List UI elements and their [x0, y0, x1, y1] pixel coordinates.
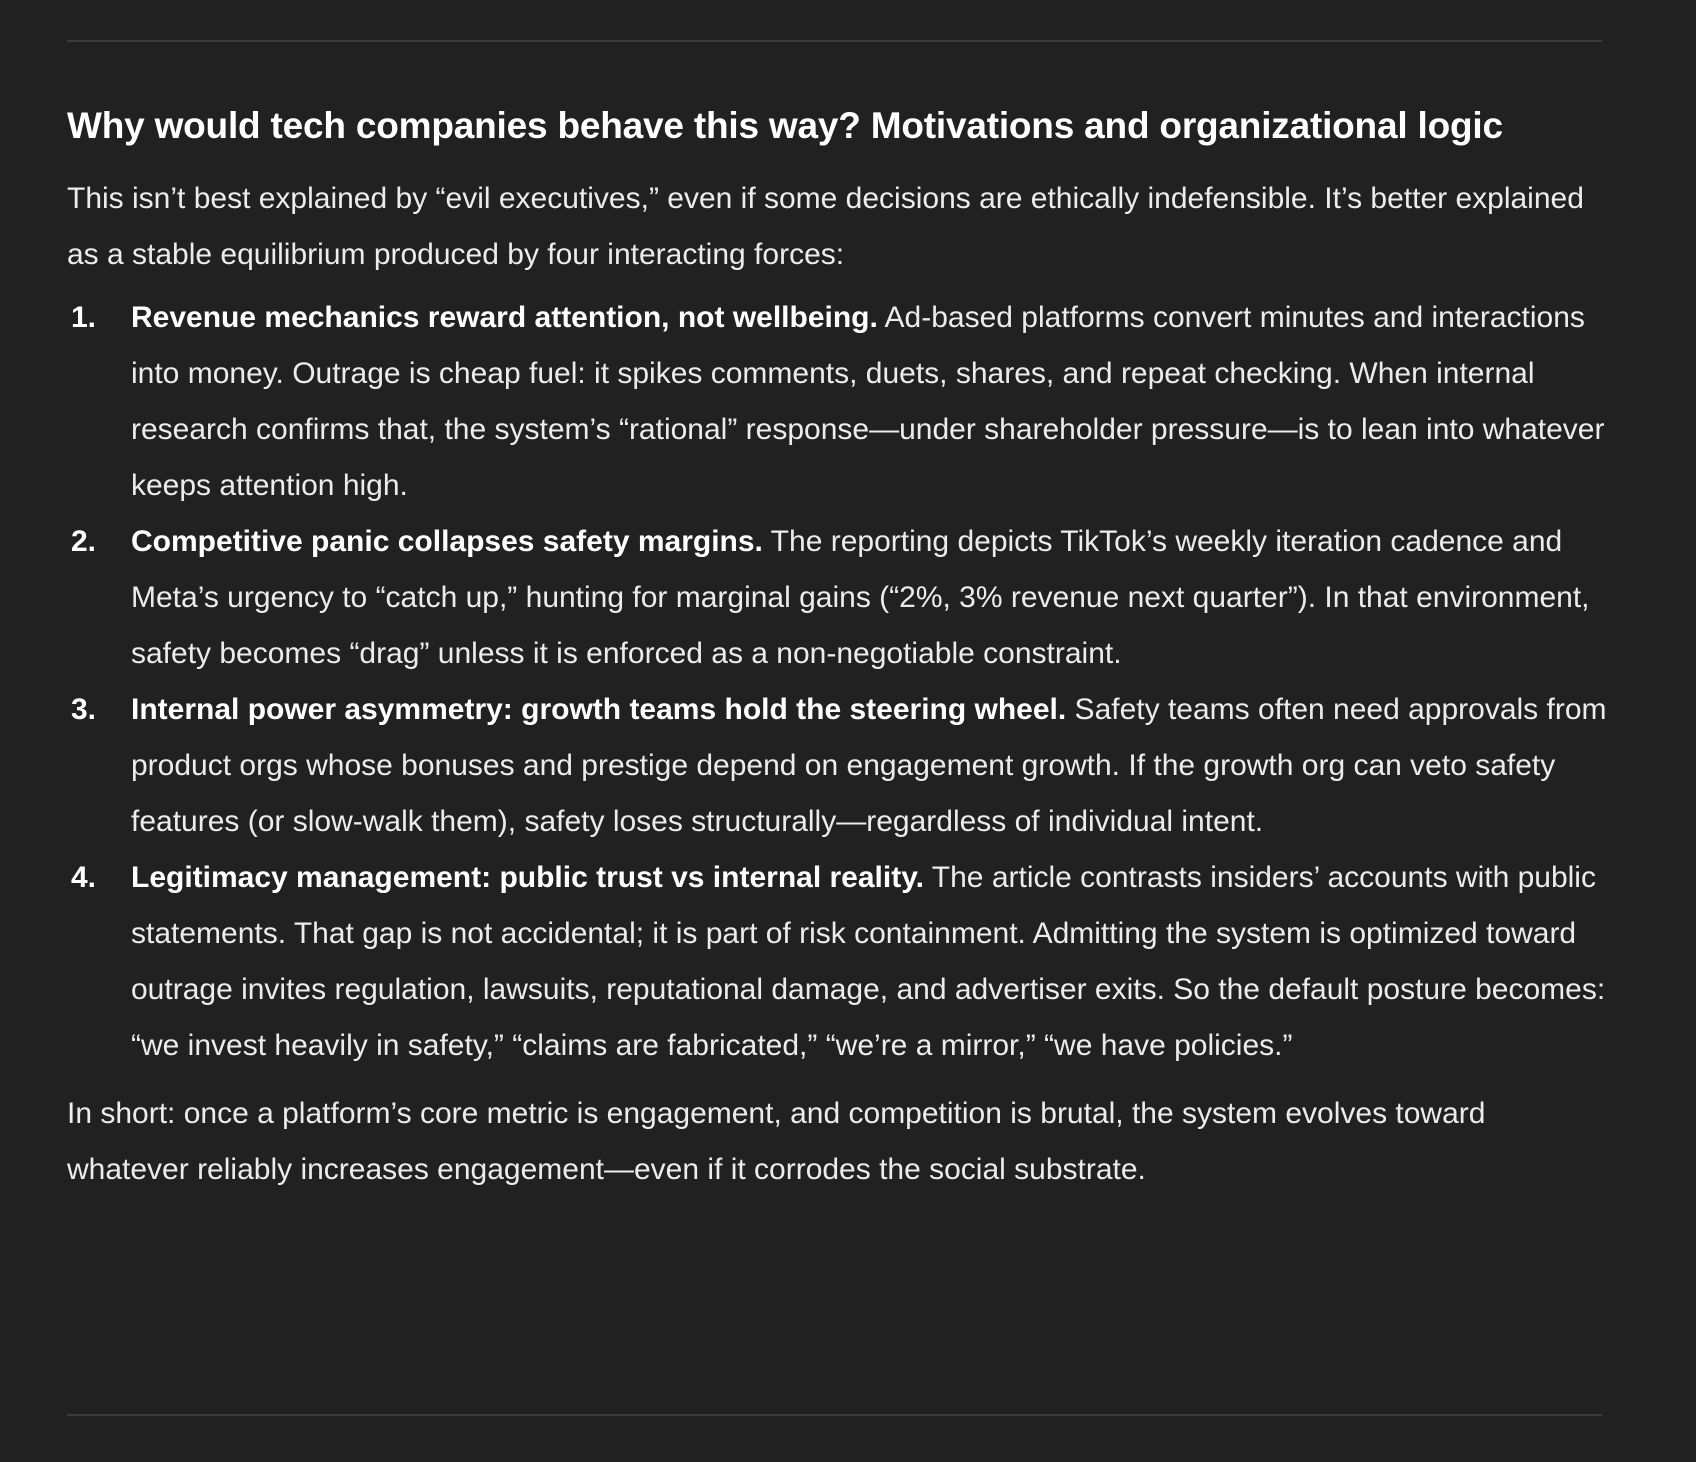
list-item-text: Safety teams often need approvals from product orgs whose bonuses and prestige depend on engagement growth. If the growth org can veto safety features (or slow-walk them), safety loses structurally—regardless of individual intent.: [131, 693, 1607, 838]
list-item-lead: Internal power asymmetry: growth teams hold the steering wheel.: [131, 693, 1067, 726]
list-item-text: The article contrasts insiders’ accounts with public statements. That gap is not accidental; it is part of risk containment. Admitting the system is optimized toward outrage invites regulation, lawsuits, reputational damage, and advertiser exits. So the default posture becomes: “we invest heavily in safety,” “claims are fabricated,” “we’re a mirror,” “we have policies.”: [131, 861, 1606, 1062]
list-item-text: The reporting depicts TikTok’s weekly iteration cadence and Meta’s urgency to “catch up,” hunting for marginal gains (“2%, 3% revenue next quarter”). In that environment, safety becomes “drag” unless it is enforced as a non-negotiable constraint.: [131, 525, 1590, 670]
list-item: [67, 682, 1607, 850]
article-section: [67, 100, 1607, 1198]
list-item-lead: Revenue mechanics reward attention, not wellbeing.: [131, 301, 878, 334]
list-item: [67, 850, 1607, 1074]
list-number: 1.: [71, 301, 97, 334]
list-item-lead: Legitimacy management: public trust vs internal reality.: [131, 861, 924, 894]
list-item-text: Ad-based platforms convert minutes and interactions into money. Outrage is cheap fuel: it spikes comments, duets, shares, and repeat checking. When internal research confirms that, the system’s “rational” response—under shareholder pressure—is to lean into whatever keeps attention high.: [131, 301, 1605, 502]
list-number: 2.: [71, 525, 97, 558]
forces-list: [67, 290, 1607, 1074]
list-item: [67, 514, 1607, 682]
list-number: 3.: [71, 693, 97, 726]
conclusion-paragraph: In short: once a platform’s core metric is engagement, and competition is brutal, the system evolves toward whatever reliably increases engagement—even if it corrodes the social substrate.: [67, 1097, 1486, 1186]
section-heading: Why would tech companies behave this way? Motivations and organizational logic: [67, 105, 1503, 146]
list-item-lead: Competitive panic collapses safety margins.: [131, 525, 763, 558]
intro-paragraph: This isn’t best explained by “evil executives,” even if some decisions are ethically indefensible. It’s better explained as a stable equilibrium produced by four interacting forces:: [67, 182, 1584, 271]
list-number: 4.: [71, 861, 97, 894]
bottom-divider: [67, 1414, 1602, 1416]
top-divider: [67, 40, 1602, 42]
list-item: [67, 290, 1607, 514]
